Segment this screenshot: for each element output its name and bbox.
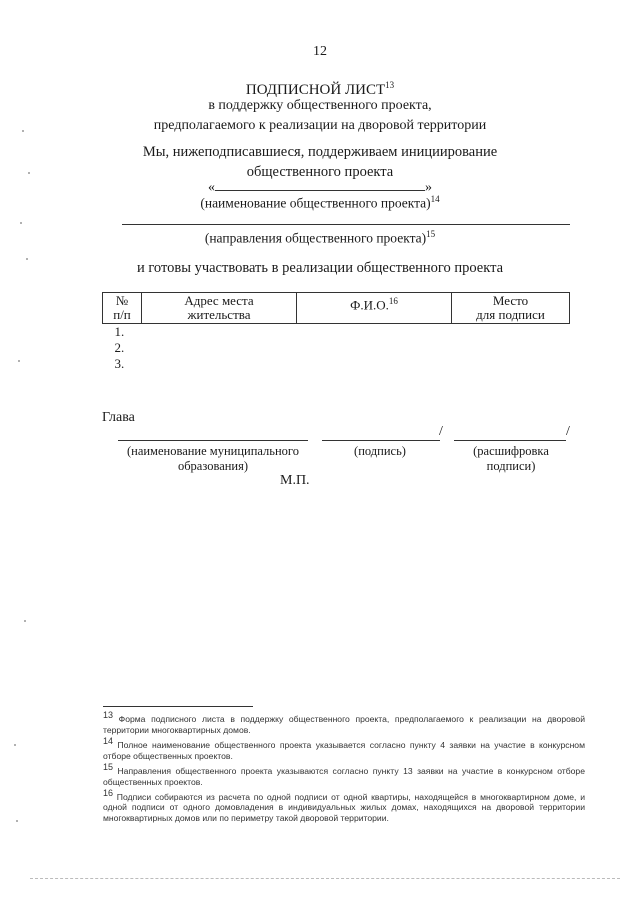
table-row — [103, 356, 570, 372]
footnote-number: 16 — [103, 787, 114, 798]
project-name-caption-text: (наименование общественного проекта) — [200, 195, 431, 211]
table-row — [103, 340, 570, 356]
municipality-caption-line-2: образования) — [177, 459, 249, 473]
row-number: 3. — [114, 356, 125, 371]
footnote-text: Направления общественного проекта указываются согласно пункту 13 заявки на участие в конкурсном отборе общественных проектов. — [103, 765, 585, 787]
footnote-text: Полное наименование общественного проекта указывается согласно пункту 4 заявки на участие в конкурсном отборе общественных проектов. — [103, 739, 585, 761]
head-label: Глава — [102, 410, 135, 425]
project-name-footnote-ref: 14 — [430, 194, 440, 204]
footnote-number: 13 — [103, 710, 114, 720]
footnote-text: Подписи собираются из расчета по одной подписи от одной квартиры, находящейся в многоквартирном доме, и одной подписи от одного домовладения в индивидуальных жилых домах, находящихся на дворовой территории многоквартирных домов или по периметру такой дворовой территории. — [103, 791, 586, 824]
quote-close: » — [425, 180, 432, 195]
subtitle-line-1: в поддержку общественного проекта, — [208, 98, 432, 113]
document-subtitle — [0, 96, 640, 136]
header-address-line-2: жительства — [187, 307, 251, 322]
scan-speck — [20, 222, 22, 224]
footnote — [103, 788, 585, 825]
header-signature-place — [452, 293, 570, 324]
table-row — [103, 324, 570, 341]
signature-caption: (подпись) — [354, 444, 406, 458]
scan-speck — [22, 130, 24, 132]
footnote — [103, 710, 585, 736]
project-direction-caption-text: (направления общественного проекта) — [204, 230, 427, 246]
decoding-slash: / — [566, 424, 570, 439]
header-number — [103, 293, 142, 324]
signature-blank — [322, 440, 440, 441]
scan-speck — [18, 360, 20, 362]
row-number: 2. — [114, 340, 125, 355]
intro-text — [0, 142, 640, 182]
decoding-caption — [456, 444, 566, 474]
scan-edge-line — [30, 878, 620, 879]
header-number-line-2: п/п — [113, 307, 131, 322]
scan-speck — [14, 744, 16, 746]
footnote-text: Форма подписного листа в поддержку общественного проекта, предполагаемого к реализации на дворовой территории многоквартирных домов. — [103, 713, 585, 735]
intro-line-1: Мы, нижеподписавшиеся, поддерживаем инициирование — [142, 144, 498, 160]
project-direction-blank — [122, 224, 570, 225]
page-number: 12 — [313, 44, 327, 59]
table-header-row — [103, 293, 570, 324]
header-place-line-1: Место — [492, 293, 529, 308]
footnote-number: 14 — [103, 735, 114, 746]
footnote — [103, 736, 585, 762]
intro-line-2: общественного проекта — [246, 164, 394, 180]
footnotes — [103, 710, 585, 824]
project-name-caption — [0, 194, 640, 212]
title-footnote-ref: 13 — [385, 80, 395, 90]
header-address-line-1: Адрес места — [184, 293, 254, 308]
scan-speck — [16, 820, 18, 822]
subtitle-line-2: предполагаемого к реализации на дворовой территории — [153, 118, 487, 133]
header-fio — [297, 293, 452, 324]
participation-statement: и готовы участвовать в реализации общественного проекта — [136, 260, 504, 276]
footnote — [103, 762, 585, 788]
decoding-caption-line-2: подписи) — [486, 459, 536, 473]
project-direction-footnote-ref: 15 — [426, 229, 436, 239]
project-direction-caption — [0, 229, 640, 247]
header-number-line-1: № — [115, 293, 129, 308]
municipality-caption-line-1: (наименование муниципального — [126, 444, 300, 458]
decoding-caption-line-1: (расшифровка — [473, 444, 549, 458]
municipality-name-blank — [118, 440, 308, 441]
row-number: 1. — [114, 324, 125, 339]
header-fio-text: Ф.И.О. — [350, 297, 389, 313]
scan-speck — [26, 258, 28, 260]
header-place-line-2: для подписи — [476, 307, 545, 322]
footnote-separator — [103, 706, 253, 707]
project-name-blank — [215, 178, 425, 191]
title-text: ПОДПИСНОЙ ЛИСТ — [245, 82, 386, 98]
header-address — [142, 293, 297, 324]
scan-speck — [28, 172, 30, 174]
footnote-number: 15 — [103, 761, 114, 772]
municipality-caption — [100, 444, 326, 474]
quote-open: « — [208, 180, 215, 195]
header-fio-footnote-ref: 16 — [388, 296, 398, 306]
stamp-place-label: М.П. — [280, 473, 310, 488]
scan-speck — [24, 620, 26, 622]
signature-table — [102, 292, 570, 372]
signature-slash: / — [439, 424, 443, 439]
decoding-blank — [454, 440, 566, 441]
